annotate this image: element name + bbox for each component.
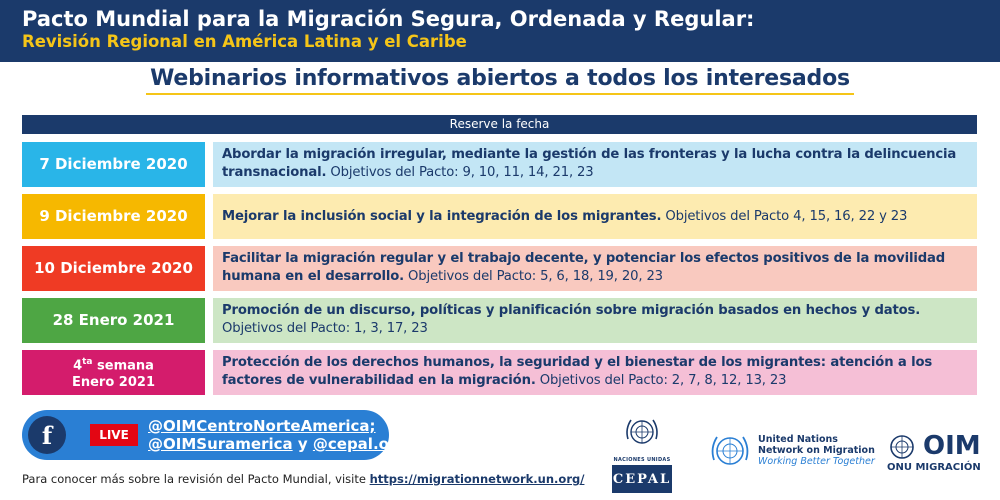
handle-cepal[interactable]: @cepal.onu: [312, 435, 411, 453]
migration-network-link[interactable]: https://migrationnetwork.un.org/: [369, 472, 585, 486]
visit-line: [22, 472, 584, 486]
webinar-date-3: [22, 246, 205, 291]
social-live-pill: [22, 410, 411, 460]
unnm-tagline: Working Better Together: [758, 456, 875, 467]
webinar-row-2: [22, 194, 977, 239]
webinar-description-4: [213, 298, 977, 343]
handle-conjunction: y: [297, 435, 308, 453]
headline: Webinarios informativos abiertos a todos los interesados: [146, 66, 854, 95]
unnm-line1: United Nations: [758, 434, 838, 445]
header-title: Pacto Mundial para la Migración Segura, Ordenada y Regular:: [22, 7, 755, 31]
webinar-objectives: Objetivos del Pacto: 2, 7, 8, 12, 13, 23: [539, 373, 787, 388]
cepal-logo: CEPAL: [612, 465, 672, 493]
webinar-row-5: [22, 350, 977, 395]
un-network-migration-logo: [708, 432, 873, 476]
facebook-icon[interactable]: f: [28, 416, 66, 454]
un-label: NACIONES UNIDAS: [613, 457, 671, 463]
live-badge: LIVE: [90, 424, 138, 446]
webinar-description-2: [213, 194, 977, 239]
header-subtitle: Revisión Regional en América Latina y el Caribe: [22, 32, 467, 51]
webinar-objectives: Objetivos del Pacto: 9, 10, 11, 14, 21, 23: [330, 165, 594, 180]
webinar-title: Protección de los derechos humanos, la seguridad y el bienestar de los migrantes: atención a los factores de vulnerabilidad en la migración.: [222, 355, 933, 388]
oim-wordmark: OIM: [923, 431, 981, 461]
headline-wrap: [0, 66, 1000, 95]
webinar-description-5: [213, 350, 977, 395]
week-word: semana: [97, 358, 154, 374]
webinar-title: Promoción de un discurso, políticas y planificación sobre migración basados en hechos y datos.: [222, 303, 921, 318]
unnm-line2: Network on Migration: [758, 445, 875, 456]
webinar-title: Facilitar la migración regular y el trabajo decente, y potenciar los efectos positivos de la movilidad humana en el desarrollo.: [222, 251, 946, 284]
handle-oim-suramerica[interactable]: @OIMSuramerica: [148, 435, 293, 453]
webinar-objectives: Objetivos del Pacto: 1, 3, 17, 23: [222, 321, 428, 336]
webinar-objectives: Objetivos del Pacto: 5, 6, 18, 19, 20, 23: [408, 269, 663, 284]
webinar-title: Abordar la migración irregular, mediante la gestión de las fronteras y la lucha contra la delincuencia transnacional.: [222, 147, 957, 180]
webinar-date-1: [22, 142, 205, 187]
webinar-objectives: Objetivos del Pacto 4, 15, 16, 22 y 23: [665, 208, 908, 224]
date-month: Enero 2021: [71, 375, 155, 391]
oim-subtitle: ONU MIGRACIÓN: [887, 462, 981, 473]
date-text: 7 Diciembre 2020: [39, 155, 188, 173]
webinar-description-3: [213, 246, 977, 291]
visit-text: Para conocer más sobre la revisión del Pacto Mundial, visite: [22, 472, 366, 486]
webinar-date-2: [22, 194, 205, 239]
un-network-text: [758, 434, 875, 467]
webinar-title: Mejorar la inclusión social y la integración de los migrantes.: [222, 208, 662, 224]
date-week: [73, 354, 154, 374]
oim-emblem-icon: [885, 432, 919, 462]
header-bar: [0, 0, 1000, 62]
date-text: 10 Diciembre 2020: [34, 259, 193, 277]
un-network-emblem-icon: [708, 432, 752, 472]
week-suffix: ta: [82, 356, 93, 367]
webinar-row-1: [22, 142, 977, 187]
week-number: 4: [73, 358, 83, 374]
social-handles: [148, 417, 410, 453]
webinar-date-5: [22, 350, 205, 395]
date-text: 9 Diciembre 2020: [39, 207, 188, 225]
webinar-description-1: [213, 142, 977, 187]
webinar-row-4: [22, 298, 977, 343]
webinar-date-4: [22, 298, 205, 343]
date-text: 28 Enero 2021: [52, 311, 175, 329]
un-emblem-icon: [622, 415, 662, 451]
reserve-date-banner: Reserve la fecha: [22, 115, 977, 134]
oim-logo: [885, 432, 985, 476]
un-logo: [612, 415, 672, 463]
handle-oim-centro-norte[interactable]: @OIMCentroNorteAmerica;: [148, 417, 376, 435]
webinar-row-3: [22, 246, 977, 291]
